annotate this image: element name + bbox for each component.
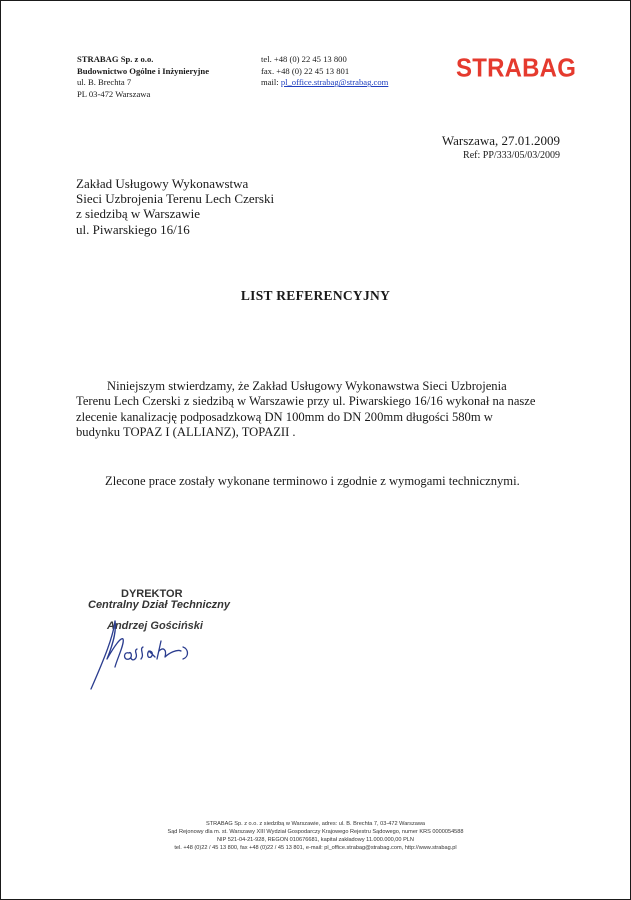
- mail-link[interactable]: pl_office.strabag@strabag.com: [280, 77, 389, 88]
- handwritten-signature: [85, 613, 215, 693]
- company-city: PL 03-472 Warszawa: [77, 88, 151, 99]
- company-contact-block: [261, 54, 388, 89]
- company-name: STRABAG Sp. z o.o.: [77, 54, 154, 64]
- company-division: Budownictwo Ogólne i Inżynieryjne: [77, 65, 210, 76]
- mail-label: mail:: [261, 77, 279, 88]
- recipient-line-4: ul. Piwarskiego 16/16: [76, 221, 190, 237]
- company-phone: tel. +48 (0) 22 45 13 800: [261, 54, 347, 64]
- date-block: [442, 133, 560, 162]
- signature-department: Centralny Dział Techniczny: [88, 599, 231, 611]
- letter-date: Warszawa, 27.01.2009: [441, 133, 560, 148]
- body-paragraph-2: Zlecone prace zostały wykonane terminowo i zgodnie z wymogami technicznymi.: [105, 474, 520, 488]
- company-mail-row: [261, 77, 388, 89]
- footer-legal-info: [1, 820, 630, 852]
- reference-number: Ref: PP/333/05/03/2009: [463, 150, 560, 161]
- company-fax: fax. +48 (0) 22 45 13 801: [261, 65, 350, 76]
- footer-line-3: NIP 521-04-21-928, REGON 010676681, kapitał zakładowy 11.000.000,00 PLN: [217, 837, 414, 844]
- body-paragraph-1: Niniejszym stwierdzamy, że Zakład Usługowy Wykonawstwa Sieci Uzbrojenia Terenu Lech Czerski z siedzibą w Warszawie przy ul. Piwarskiego 16/16 wykonał na nasze zlecenie kanalizację podposadzkową DN 100mm do DN 200mm długości 580m w budynku TOPAZ I (ALLIANZ), TOPAZII .: [76, 379, 536, 439]
- footer-line-2: Sąd Rejonowy dla m. st. Warszawy XIII Wydział Gospodarczy Krajowego Rejestru Sądowego, numer KRS 0000054588: [167, 829, 464, 836]
- recipient-line-1: Zakład Usługowy Wykonawstwa: [76, 176, 249, 191]
- recipient-line-2: Sieci Uzbrojenia Terenu Lech Czerski: [76, 191, 275, 207]
- signature-name-stamp: Andrzej Gościński: [107, 620, 203, 632]
- letter-title: LIST REFERENCYJNY: [240, 288, 391, 303]
- company-address-block: [77, 54, 209, 100]
- company-street: ul. B. Brechta 7: [77, 77, 132, 88]
- recipient-address: [76, 176, 274, 237]
- footer-line-1: STRABAG Sp. z o.o. z siedzibą w Warszawie, adres: ul. B. Brechta 7, 03-472 Warszawa: [205, 821, 426, 827]
- recipient-line-3: z siedzibą w Warszawie: [76, 206, 200, 222]
- signature-role: DYREKTOR: [121, 588, 183, 600]
- footer-line-4: tel. +48 (0)22 / 45 13 800, fax +48 (0)22 / 45 13 801, e-mail: pl_office.strabag@strabag.com, http://www.strabag.pl: [174, 845, 457, 852]
- strabag-logo: STRABAG: [456, 54, 577, 84]
